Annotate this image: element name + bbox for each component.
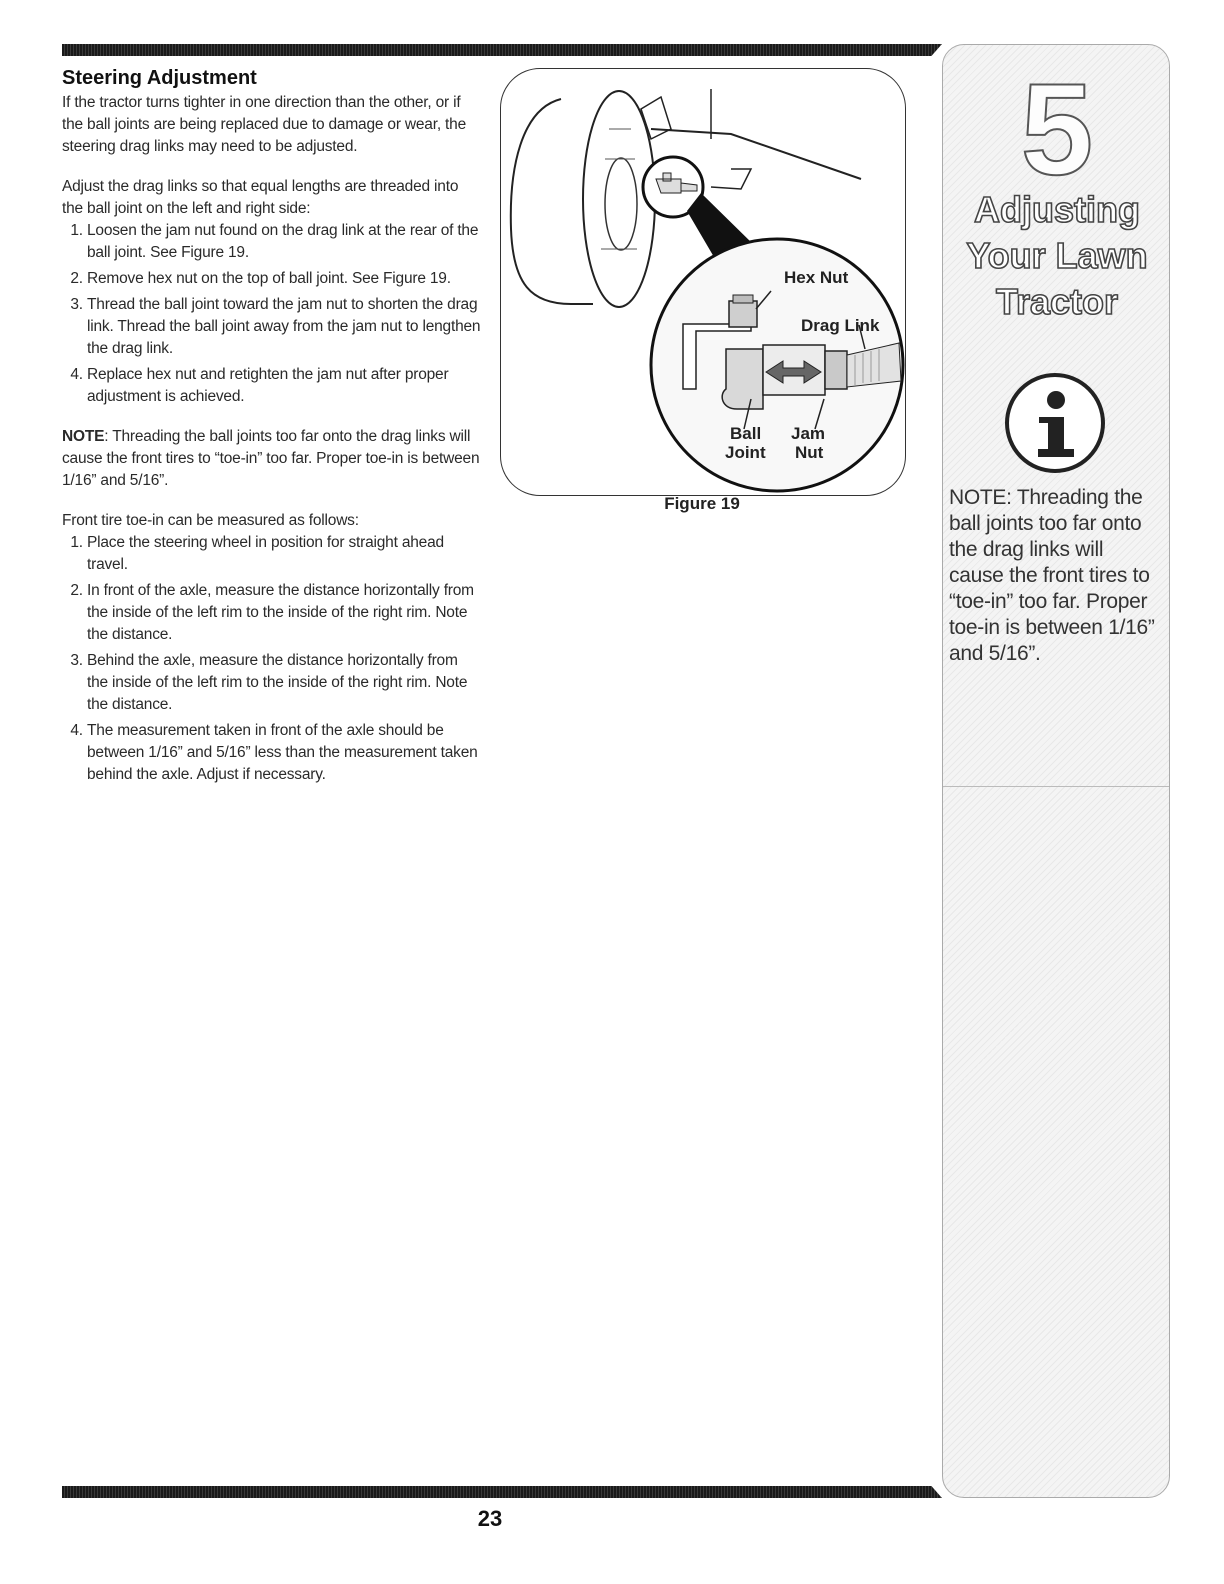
label-drag-link: Drag Link bbox=[801, 316, 880, 335]
label-jam: Jam bbox=[791, 424, 826, 443]
chapter-title bbox=[943, 187, 1170, 325]
chapter-title-line: Adjusting bbox=[974, 189, 1140, 230]
section-title: Steering Adjustment bbox=[62, 67, 257, 89]
page-number: 23 bbox=[477, 1506, 503, 1531]
note-label: NOTE bbox=[62, 428, 105, 445]
toe-intro-paragraph: Front tire toe-in can be measured as follows: bbox=[62, 512, 359, 529]
note-paragraph bbox=[62, 426, 482, 492]
label-joint: Joint bbox=[725, 443, 766, 462]
adjust-steps-list bbox=[62, 220, 482, 408]
adjust-intro-paragraph: Adjust the drag links so that equal lengths are threaded into the ball joint on the left and right side: bbox=[62, 178, 459, 217]
chapter-title-line: Tractor bbox=[995, 281, 1119, 322]
info-icon bbox=[1005, 373, 1105, 473]
adjust-step: 2. Remove hex nut on the top of ball joint. See Figure 19. bbox=[87, 268, 482, 290]
note-text: : Threading the ball joints too far onto the drag links will cause the front tires to “toe-in” too far. Proper toe-in is between 1/16” and 5/16”. bbox=[62, 428, 480, 489]
main-column bbox=[62, 66, 482, 804]
adjust-step: 3. Thread the ball joint toward the jam nut to shorten the drag link. Thread the ball joint away from the jam nut to lengthen the drag link. bbox=[87, 294, 482, 360]
footer-rule bbox=[62, 1486, 942, 1498]
header-rule bbox=[62, 44, 942, 56]
chapter-sidebar bbox=[942, 44, 1170, 1498]
figure-19-frame bbox=[500, 68, 906, 496]
tire-outline bbox=[511, 99, 593, 304]
label-nut: Nut bbox=[795, 443, 824, 462]
sidebar-note: NOTE: Threading the ball joints too far onto the drag links will cause the front tires to “toe-in” too far. Proper toe-in is between 1/16” and 5/16”. bbox=[949, 486, 1155, 665]
chapter-title-line: Your Lawn bbox=[966, 235, 1148, 276]
label-hex-nut: Hex Nut bbox=[784, 268, 849, 287]
figure-caption: Figure 19 bbox=[664, 494, 740, 513]
steering-illustration bbox=[501, 69, 905, 495]
toe-steps-list bbox=[62, 532, 482, 786]
toe-step: 1. Place the steering wheel in position for straight ahead travel. bbox=[87, 532, 482, 576]
sidebar-divider bbox=[943, 786, 1170, 787]
chapter-number: 5 bbox=[1020, 56, 1094, 202]
intro-paragraph: If the tractor turns tighter in one direction than the other, or if the ball joints are being replaced due to damage or wear, the steering drag links may need to be adjusted. bbox=[62, 94, 466, 155]
wheel-hub bbox=[605, 158, 637, 250]
toe-step: 3. Behind the axle, measure the distance horizontally from the inside of the left rim to the inside of the right rim. Note the distance. bbox=[87, 650, 482, 716]
adjust-step: 4. Replace hex nut and retighten the jam nut after proper adjustment is achieved. bbox=[87, 364, 482, 408]
toe-step: 2. In front of the axle, measure the distance horizontally from the inside of the left rim to the inside of the right rim. Note the distance. bbox=[87, 580, 482, 646]
label-ball: Ball bbox=[730, 424, 762, 443]
adjust-step: 1. Loosen the jam nut found on the drag link at the rear of the ball joint. See Figure 19. bbox=[87, 220, 482, 264]
toe-step: 4. The measurement taken in front of the axle should be between 1/16” and 5/16” less than the measurement taken behind the axle. Adjust if necessary. bbox=[87, 720, 482, 786]
